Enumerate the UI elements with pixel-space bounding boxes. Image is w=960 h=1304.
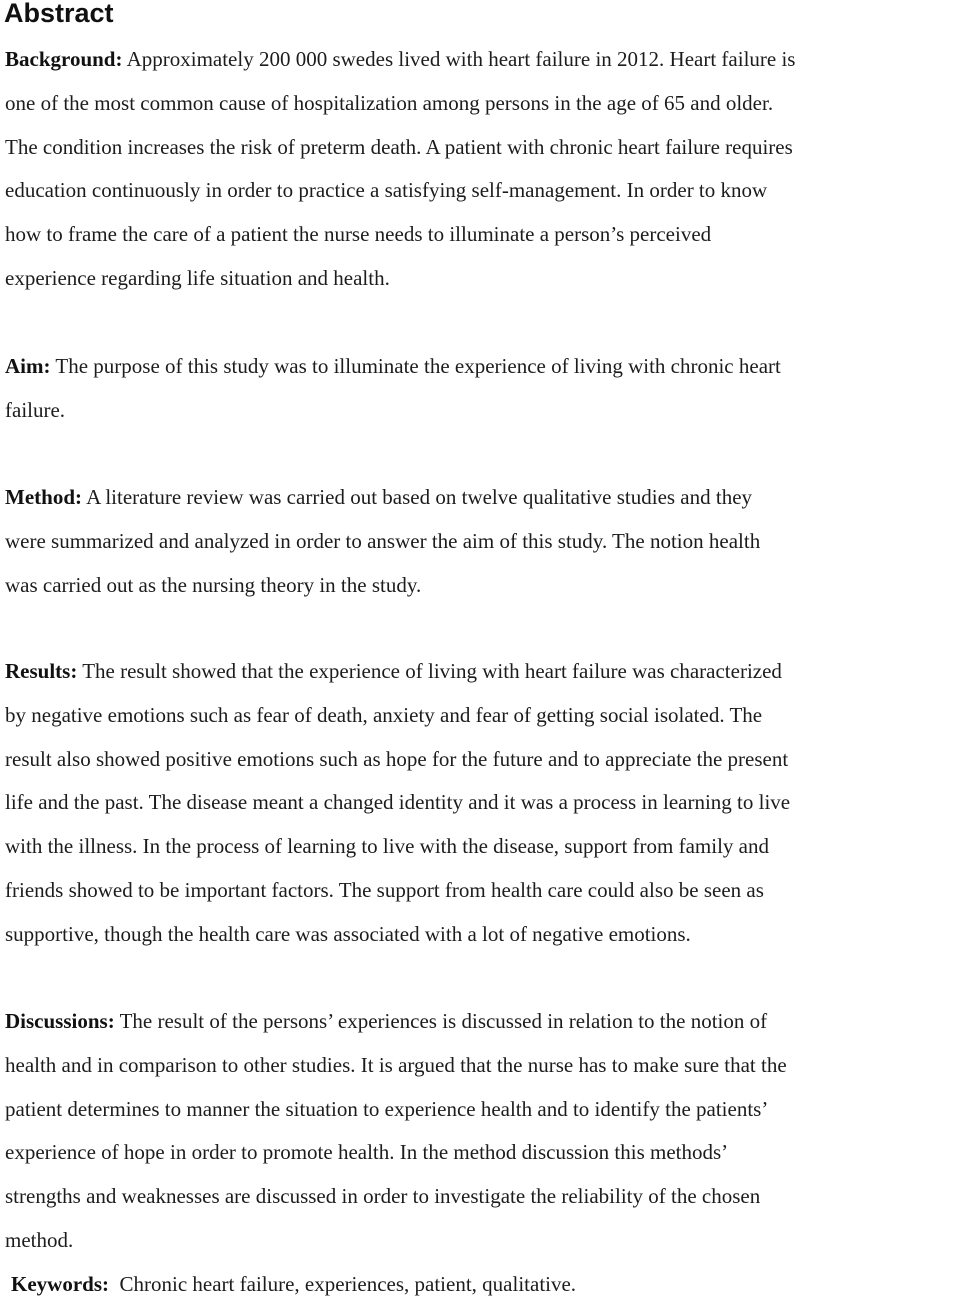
- results-line-7: supportive, though the health care was associated with a lot of negative emotions.: [5, 921, 691, 946]
- discussions-line-3: patient determines to manner the situation to experience health and to identify the patients’: [5, 1096, 769, 1121]
- method-paragraph: [5, 476, 960, 607]
- discussions-label: Discussions:: [5, 1009, 115, 1033]
- aim-label: Aim:: [5, 354, 51, 378]
- discussions-paragraph: [5, 1000, 960, 1263]
- discussions-line-6: method.: [5, 1227, 74, 1252]
- method-line-2: were summarized and analyzed in order to answer the aim of this study. The notion health: [5, 528, 761, 553]
- results-line-5: with the illness. In the process of learning to live with the disease, support from family and: [5, 834, 769, 859]
- results-line-2: by negative emotions such as fear of death, anxiety and fear of getting social isolated. The: [5, 702, 763, 727]
- background-line-5: how to frame the care of a patient the nurse needs to illuminate a person’s perceived: [5, 222, 712, 247]
- aim-paragraph: [5, 345, 960, 433]
- aim-line-1: Aim: The purpose of this study was to illuminate the experience of living with chronic heart: [5, 354, 781, 378]
- discussions-line-1: Discussions: The result of the persons’ experiences is discussed in relation to the notion of: [5, 1009, 768, 1033]
- method-line-3: was carried out as the nursing theory in the study.: [5, 572, 422, 597]
- results-line-3: result also showed positive emotions such as hope for the future and to appreciate the present: [5, 746, 789, 771]
- discussions-line-5: strengths and weaknesses are discussed in order to investigate the reliability of the chosen: [5, 1184, 761, 1209]
- results-line-1: Results: The result showed that the experience of living with heart failure was characterized: [5, 659, 782, 683]
- keywords-line: [11, 1264, 576, 1304]
- results-paragraph: [5, 650, 960, 957]
- keywords-label: Keywords:: [11, 1272, 109, 1296]
- background-line-2: one of the most common cause of hospitalization among persons in the age of 65 and older.: [5, 90, 774, 115]
- abstract-heading: Abstract: [4, 0, 114, 28]
- background-line-1: Background: Approximately 200 000 swedes lived with heart failure in 2012. Heart failure is: [5, 47, 796, 71]
- method-line-1: Method: A literature review was carried out based on twelve qualitative studies and they: [5, 485, 753, 509]
- method-label: Method:: [5, 485, 82, 509]
- background-line-3: The condition increases the risk of preterm death. A patient with chronic heart failure requires: [5, 134, 793, 159]
- discussions-line-2: health and in comparison to other studies. It is argued that the nurse has to make sure that the: [5, 1052, 787, 1077]
- background-paragraph: [5, 38, 960, 301]
- background-line-6: experience regarding life situation and health.: [5, 265, 390, 290]
- aim-line-2: failure.: [5, 397, 66, 422]
- background-line-4: education continuously in order to practice a satisfying self-management. In order to know: [5, 178, 768, 203]
- results-line-4: life and the past. The disease meant a changed identity and it was a process in learning to live: [5, 790, 791, 815]
- results-label: Results:: [5, 659, 78, 683]
- discussions-line-4: experience of hope in order to promote health. In the method discussion this methods’: [5, 1140, 729, 1165]
- results-line-6: friends showed to be important factors. The support from health care could also be seen as: [5, 877, 764, 902]
- keywords-text: Chronic heart failure, experiences, patient, qualitative.: [119, 1272, 577, 1296]
- background-label: Background:: [5, 47, 123, 71]
